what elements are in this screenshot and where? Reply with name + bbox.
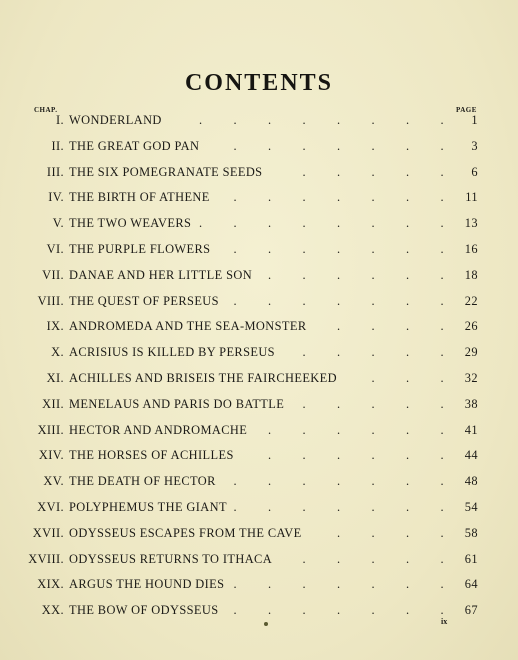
dot-leader: . . . . . . .	[233, 577, 444, 592]
dot-leader: . . . . . . .	[233, 241, 444, 256]
chapter-number: XIII.	[37, 422, 64, 437]
page-number: 67	[464, 603, 478, 618]
dot-leader: . . . . . . . .	[199, 113, 444, 127]
page-number: 11	[465, 190, 478, 205]
dot-leader: . . . . . . .	[233, 603, 444, 618]
chapter-column-label: CHAP.	[34, 106, 58, 114]
folio-number: ix	[441, 617, 448, 626]
page-number: 58	[464, 525, 478, 540]
dot-leader: . . . . .	[302, 396, 444, 411]
chapter-title: ACRISIUS IS KILLED BY PERSEUS	[69, 345, 275, 360]
chapter-title: MENELAUS AND PARIS DO BATTLE	[69, 396, 285, 411]
dot-leader: . . . . .	[302, 345, 444, 360]
contents-entry	[0, 345, 518, 371]
dot-leader: . . . .	[337, 319, 444, 334]
dot-leader: . . . . . .	[268, 422, 444, 437]
contents-entry	[0, 216, 518, 242]
dot-leader: . . . . . . .	[233, 293, 444, 308]
chapter-number: XI.	[46, 370, 64, 385]
contents-entry	[0, 577, 518, 603]
page-number: 32	[464, 370, 478, 385]
page-number: 41	[464, 422, 478, 437]
contents-entry	[0, 242, 518, 268]
page-number: 44	[464, 448, 478, 463]
chapter-number: VIII.	[37, 293, 64, 308]
chapter-title: THE SIX POMEGRANATE SEEDS	[69, 164, 263, 179]
chapter-title: THE TWO WEAVERS	[69, 216, 192, 231]
contents-entry	[0, 294, 518, 320]
page-title: CONTENTS	[184, 70, 334, 96]
dot-leader: . . . .	[337, 525, 444, 540]
chapter-title: THE BIRTH OF ATHENE	[69, 190, 210, 205]
page-number: 6	[471, 164, 478, 179]
page-number: 64	[464, 577, 478, 592]
chapter-number: XVI.	[37, 499, 64, 514]
contents-entry	[0, 165, 518, 191]
chapter-title: HECTOR AND ANDROMACHE	[69, 422, 248, 437]
chapter-title: WONDERLAND	[69, 113, 162, 127]
chapter-title: ODYSSEUS ESCAPES FROM THE CAVE	[69, 525, 302, 540]
chapter-title: THE PURPLE FLOWERS	[69, 241, 211, 256]
chapter-title: ACHILLES AND BRISEIS THE FAIRCHEEKED	[69, 370, 337, 385]
chapter-number: XIX.	[37, 577, 64, 592]
dot-leader: . . . . .	[302, 551, 444, 566]
chapter-number: V.	[52, 216, 64, 231]
chapter-title: THE GREAT GOD PAN	[69, 138, 200, 153]
contents-entry	[0, 474, 518, 500]
chapter-number: VI.	[46, 241, 64, 256]
page-number: 16	[464, 241, 478, 256]
dot-leader: . . . . . .	[268, 267, 444, 282]
dot-leader: . . . . .	[302, 164, 444, 179]
contents-entry	[0, 139, 518, 165]
dot-leader: . . . . . .	[268, 448, 444, 463]
page-number: 18	[464, 267, 478, 282]
page-number: 48	[464, 474, 478, 489]
chapter-title: THE DEATH OF HECTOR	[69, 474, 216, 489]
contents-entry	[0, 319, 518, 345]
chapter-number: XVII.	[32, 525, 64, 540]
chapter-number: XIV.	[38, 448, 64, 463]
chapter-number: X.	[51, 345, 64, 360]
dot-leader: . . .	[371, 370, 444, 385]
contents-entry	[0, 448, 518, 474]
chapter-number: XX.	[41, 603, 64, 618]
contents-entry	[0, 552, 518, 578]
contents-entry	[0, 423, 518, 449]
contents-entry	[0, 500, 518, 526]
contents-entry	[0, 397, 518, 423]
contents-entry	[0, 526, 518, 552]
page-number: 22	[464, 293, 478, 308]
chapter-title: THE HORSES OF ACHILLES	[69, 448, 234, 463]
page-number: 38	[464, 396, 478, 411]
page-number: 1	[471, 113, 478, 127]
chapter-number: XVIII.	[28, 551, 64, 566]
contents-entry	[0, 371, 518, 397]
chapter-title: ANDROMEDA AND THE SEA-MONSTER	[69, 319, 307, 334]
chapter-number: IV.	[48, 190, 64, 205]
chapter-title: POLYPHEMUS THE GIANT	[69, 499, 227, 514]
chapter-number: VII.	[42, 267, 64, 282]
dot-leader: . . . . . . .	[233, 190, 444, 205]
chapter-number: III.	[46, 164, 64, 179]
page-number: 26	[464, 319, 478, 334]
chapter-number: I.	[55, 113, 64, 127]
page-number: 29	[464, 345, 478, 360]
page-number: 54	[464, 499, 478, 514]
ink-spot	[264, 622, 268, 626]
page-number: 13	[464, 216, 478, 231]
contents-list	[0, 113, 518, 629]
chapter-title: ARGUS THE HOUND DIES	[69, 577, 225, 592]
chapter-title: DANAE AND HER LITTLE SON	[69, 267, 253, 282]
page-number: 3	[471, 138, 478, 153]
dot-leader: . . . . . . .	[233, 499, 444, 514]
page-column-label: PAGE	[456, 106, 477, 114]
chapter-title: ODYSSEUS RETURNS TO ITHACA	[69, 551, 273, 566]
chapter-number: IX.	[46, 319, 64, 334]
dot-leader: . . . . . . .	[233, 474, 444, 489]
chapter-number: XV.	[43, 474, 64, 489]
dot-leader: . . . . . . . .	[199, 216, 444, 231]
dot-leader: . . . . . . .	[233, 138, 444, 153]
contents-entry	[0, 113, 518, 139]
chapter-number: II.	[51, 138, 64, 153]
chapter-title: THE BOW OF ODYSSEUS	[69, 603, 219, 618]
contents-entry	[0, 268, 518, 294]
chapter-number: XII.	[42, 396, 64, 411]
contents-entry	[0, 190, 518, 216]
chapter-title: THE QUEST OF PERSEUS	[69, 293, 219, 308]
page-number: 61	[464, 551, 478, 566]
